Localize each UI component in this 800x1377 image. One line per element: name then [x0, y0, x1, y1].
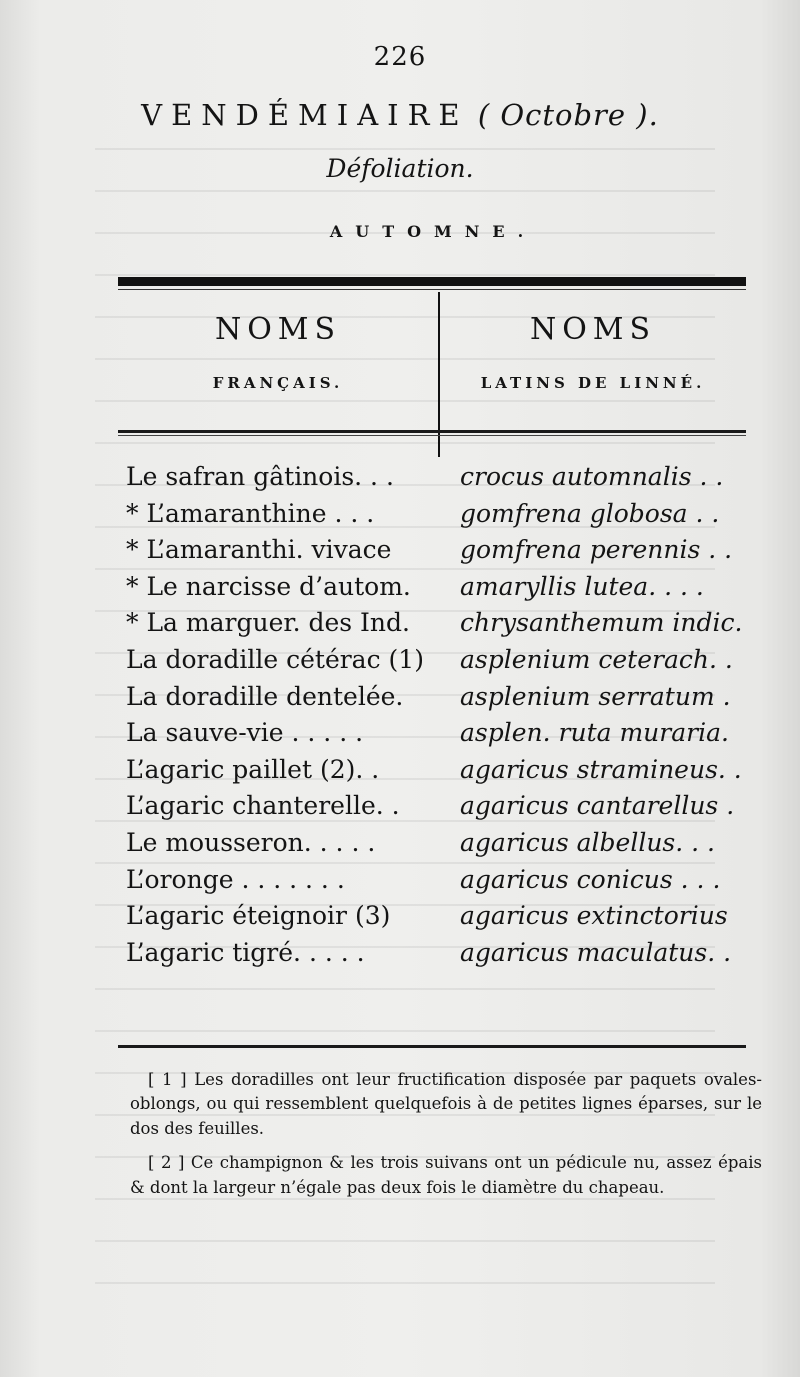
latin-name: chrysanthemum indic. — [460, 608, 743, 638]
latin-name: asplen. ruta muraria. — [460, 718, 729, 748]
latin-name: agaricus albellus. . . — [460, 827, 715, 857]
table-row — [0, 755, 800, 792]
section-subtitle: Défoliation. — [326, 154, 474, 183]
latin-name: agaricus conicus . . . — [460, 864, 721, 894]
left-column-subtitle: FRANÇAIS. — [212, 374, 344, 392]
french-name: * L’amaranthine . . . — [126, 498, 375, 528]
table-row — [0, 572, 800, 609]
table-row — [0, 901, 800, 938]
latin-name: gomfrena perennis . . — [460, 535, 733, 565]
french-name: L’agaric tigré. . . . . — [126, 937, 365, 967]
table-row — [0, 535, 800, 572]
french-name: L’agaric chanterelle. . — [126, 791, 400, 821]
french-name: L’agaric éteignoir (3) — [126, 901, 391, 931]
month-gregorian: ( Octobre ). — [477, 98, 659, 132]
table-bottom-rule — [118, 1045, 746, 1048]
page-number: 226 — [373, 42, 427, 72]
french-name: * L’amaranthi. vivace — [126, 535, 392, 565]
latin-name: agaricus cantarellus . — [460, 791, 735, 821]
table-row — [0, 828, 800, 865]
latin-name: amaryllis lutea. . . . — [460, 571, 704, 601]
french-name: * La marguer. des Ind. — [126, 608, 410, 638]
table-row — [0, 499, 800, 536]
latin-name: agaricus stramineus. . — [460, 754, 742, 784]
right-column-title: NOMS — [529, 312, 657, 347]
right-column-subtitle: LATINS DE LINNÉ. — [480, 374, 706, 392]
table-row — [0, 682, 800, 719]
table-row — [0, 865, 800, 902]
french-name: La doradille cétérac (1) — [126, 644, 424, 674]
latin-name: agaricus extinctorius — [460, 901, 728, 931]
latin-name: asplenium ceterach. . — [460, 644, 733, 674]
latin-name: crocus automnalis . . — [460, 462, 724, 491]
french-name: L’oronge . . . . . . . — [126, 864, 345, 894]
table-row — [0, 645, 800, 682]
footnotes — [130, 1068, 762, 1210]
month-heading — [0, 98, 800, 132]
table-top-rule — [118, 277, 746, 286]
footnote-2: [ 2 ] Ce champignon & les trois suivans ont un pédicule nu, assez épais & dont la largeur n’égale pas deux fois le diamètre du chapeau. — [130, 1153, 762, 1197]
french-name: L’agaric paillet (2). . — [126, 754, 380, 784]
footnote-1: [ 1 ] Les doradilles ont leur fructification disposée par paquets ovales-oblongs, ou qui ressemblent quelquefois à de petites lignes éparses, sur le dos des feuilles. — [130, 1070, 762, 1138]
month-name: VENDÉMIAIRE — [141, 98, 469, 132]
french-name: Le mousseron. . . . . — [126, 827, 376, 857]
left-column-title: NOMS — [214, 312, 342, 347]
table-row — [0, 791, 800, 828]
french-name: Le safran gâtinois. . . — [126, 462, 394, 491]
season-heading: AUTOMNE. — [329, 222, 537, 241]
header-bottom-rule — [118, 430, 746, 433]
table-row — [0, 938, 800, 975]
table-row — [0, 462, 800, 499]
latin-name: agaricus maculatus. . — [460, 937, 732, 967]
table-row — [0, 608, 800, 645]
french-name: La doradille dentelée. — [126, 681, 404, 711]
header-bottom-thin-rule — [118, 435, 746, 436]
plant-name-table — [0, 462, 800, 974]
table-top-thin-rule — [118, 289, 746, 290]
table-row — [0, 718, 800, 755]
latin-name: asplenium serratum . — [460, 681, 731, 711]
latin-name: gomfrena globosa . . — [460, 498, 720, 528]
french-name: * Le narcisse d’autom. — [126, 571, 411, 601]
french-name: La sauve-vie . . . . . — [126, 718, 364, 748]
